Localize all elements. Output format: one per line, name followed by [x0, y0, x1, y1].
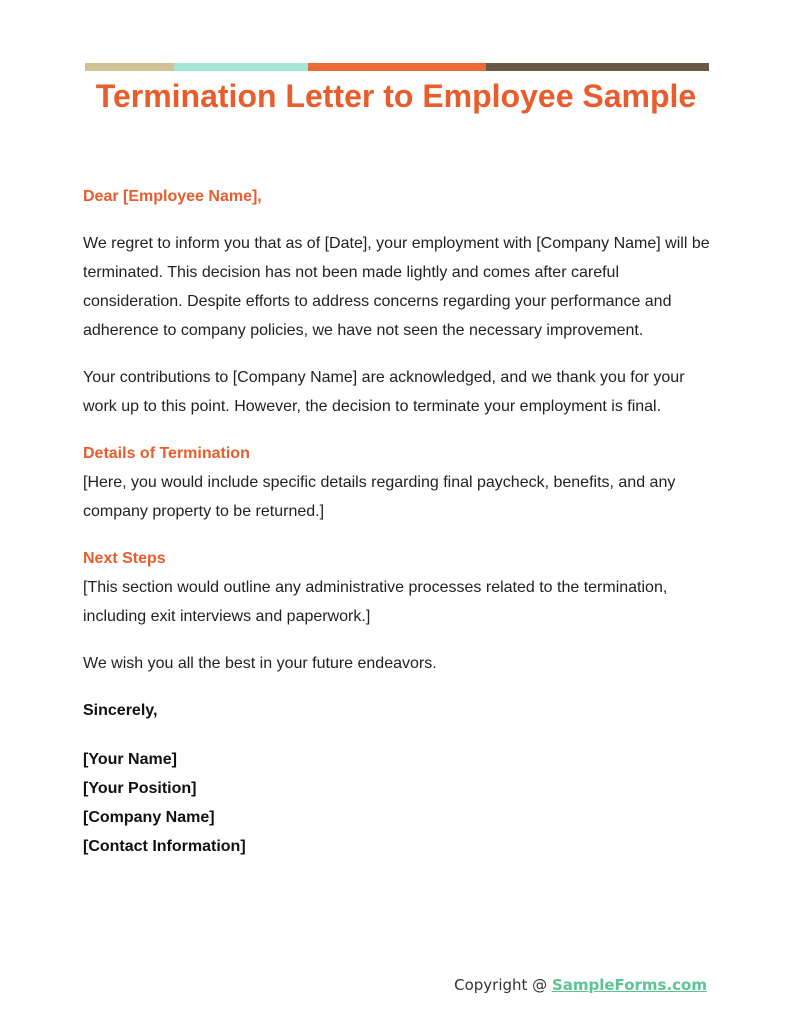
- paragraph: Your contributions to [Company Name] are acknowledged, and we thank you for your work up to this point. However, the decision to terminate your employment is final.: [83, 369, 685, 415]
- bar-segment-tan: [85, 63, 174, 71]
- page-title: Termination Letter to Employee Sample: [95, 78, 697, 114]
- bar-segment-brown: [486, 63, 709, 71]
- bar-segment-teal: [174, 63, 308, 71]
- copyright-text: Copyright @: [454, 976, 552, 994]
- sampleforms-link[interactable]: SampleForms.com: [551, 976, 707, 994]
- closing-line: We wish you all the best in your future endeavors.: [83, 655, 437, 672]
- color-bar: [85, 63, 709, 71]
- signature-position: [Your Position]: [83, 780, 197, 797]
- signature-company: [Company Name]: [83, 809, 215, 826]
- bar-segment-orange: [308, 63, 486, 71]
- greeting: Dear [Employee Name],: [83, 188, 262, 205]
- section-body: [Here, you would include specific details regarding final paycheck, benefits, and any company property to be returned.]: [83, 474, 676, 520]
- signoff: Sincerely,: [83, 702, 158, 719]
- paragraph: We regret to inform you that as of [Date], your employment with [Company Name] will be terminated. This decision has not been made lightly and comes after careful consideration. Despite efforts to address concerns regarding your performance and adherence to company policies, we have not seen the necessary improvement.: [83, 235, 710, 339]
- footer: [454, 976, 707, 994]
- section-heading: Details of Termination: [83, 445, 250, 462]
- signature-contact: [Contact Information]: [83, 838, 246, 855]
- section-heading: Next Steps: [83, 550, 166, 567]
- section-body: [This section would outline any administrative processes related to the termination, including exit interviews and paperwork.]: [83, 579, 668, 625]
- letter-body: [83, 182, 713, 861]
- signature-name: [Your Name]: [83, 751, 177, 768]
